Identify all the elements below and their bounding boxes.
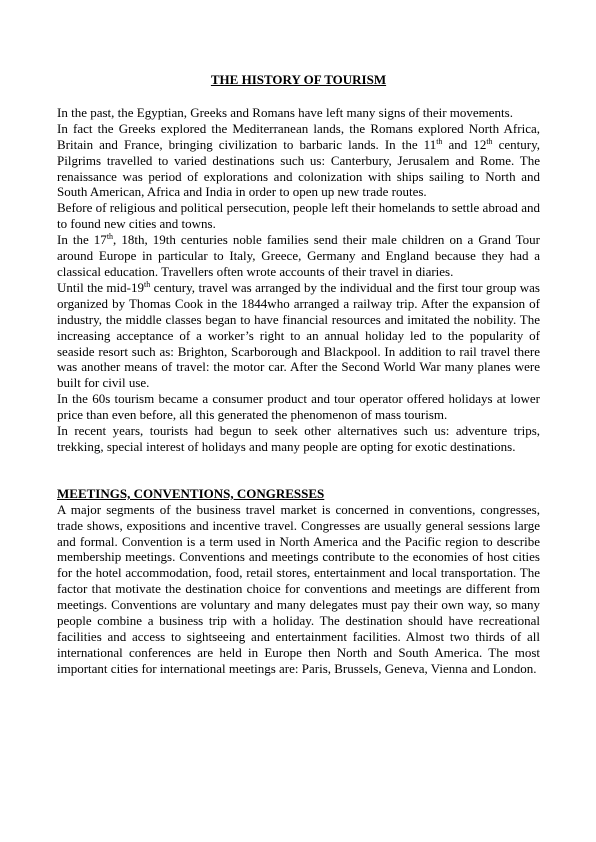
superscript: th <box>436 136 443 146</box>
paragraph-text: In the 60s tourism became a consumer product and tour operator offered holidays at lower price than even before, all this generated the phenomenon of mass tourism. <box>57 391 540 423</box>
superscript: th <box>144 279 151 289</box>
paragraph-text: In the past, the Egyptian, Greeks and Romans have left many signs of their movements. <box>57 104 513 120</box>
paragraph-text: and 12 <box>442 136 487 152</box>
superscript: th <box>106 232 114 242</box>
paragraph-thomas-cook <box>57 280 540 391</box>
paragraph-ancient-signs <box>57 105 540 121</box>
paragraph-text: A major segments of the business travel market is concerned in conventions, congresses, trade shows, expositions and incentive travel. Congresses are usually general sessions large and formal. Convention is a term used in North America and the Pacific region to describe membership meetings. Conventions and meetings contribute to the economies of host cities for the hotel accommodation, food, retail stores, entertainment and local transportation. The factor that motivate the destination choice for conventions and meetings are different from meetings. Conventions are voluntary and many delegates must pay their own way, so many people combine a business trip with a holiday. The destination should have recreational facilities and access to sightseeing and entertainment facilities. Almost two thirds of all international conferences are held in Europe then North and South America. The most important cities for international meetings are: Paris, Brussels, Geneva, Vienna and London. <box>57 501 540 676</box>
superscript: th <box>486 136 493 146</box>
paragraph-text: , 18th, 19th centuries noble families send their male children on a Grand Tour around Europe in particular to Italy, Greece, Germany and England because they had a classical education. Travellers often wrote accounts of their travel in diaries. <box>57 232 540 279</box>
paragraph-text: century, travel was arranged by the individual and the first tour group was organized by Thomas Cook in the 1844who arranged a railway trip. After the expansion of industry, the middle classes began to have financial resources and imitated the nobility. The increasing acceptance of a worker’s right to an annual holiday led to the popularity of seaside resort such as: Brighton, Scarborough and Blackpool. In addition to rail travel there was another means of travel: the motor car. After the Second World War many planes were built for civil use. <box>57 279 540 391</box>
paragraph-text: In the 17 <box>57 232 107 248</box>
paragraph-text: Until the mid-19 <box>57 279 144 295</box>
paragraph-text: In recent years, tourists had begun to seek other alternatives such us: adventure trips, trekking, special interest of holidays and many people are opting for exotic destinations. <box>57 423 540 454</box>
paragraph-text: century, Pilgrims travelled to varied destinations such us: Canterbury, Jerusalem and Rome. The renaissance was period of explorations and colonization with ships sailing to North and South American, Africa and India in order to open up new trade routes. <box>57 136 541 200</box>
paragraph-meetings <box>57 502 540 677</box>
document-body <box>57 72 540 677</box>
paragraph-mass-tourism <box>57 391 540 423</box>
paragraph-text: Before of religious and political persecution, people left their homelands to settle abroad and to found new cities and towns. <box>57 200 540 232</box>
paragraph-recent-years <box>57 423 540 455</box>
paragraph-text: In fact the Greeks explored the Mediterranean lands, the Romans explored North Africa, Britain and France, bringing civilization to barbaric lands. In the 11 <box>57 120 540 152</box>
paragraph-grand-tour <box>57 232 540 280</box>
section-heading-meetings: MEETINGS, CONVENTIONS, CONGRESSES <box>57 485 325 501</box>
document-title: THE HISTORY OF TOURISM <box>210 72 387 87</box>
paragraph-greeks-romans <box>57 121 540 201</box>
paragraph-persecution <box>57 200 540 232</box>
